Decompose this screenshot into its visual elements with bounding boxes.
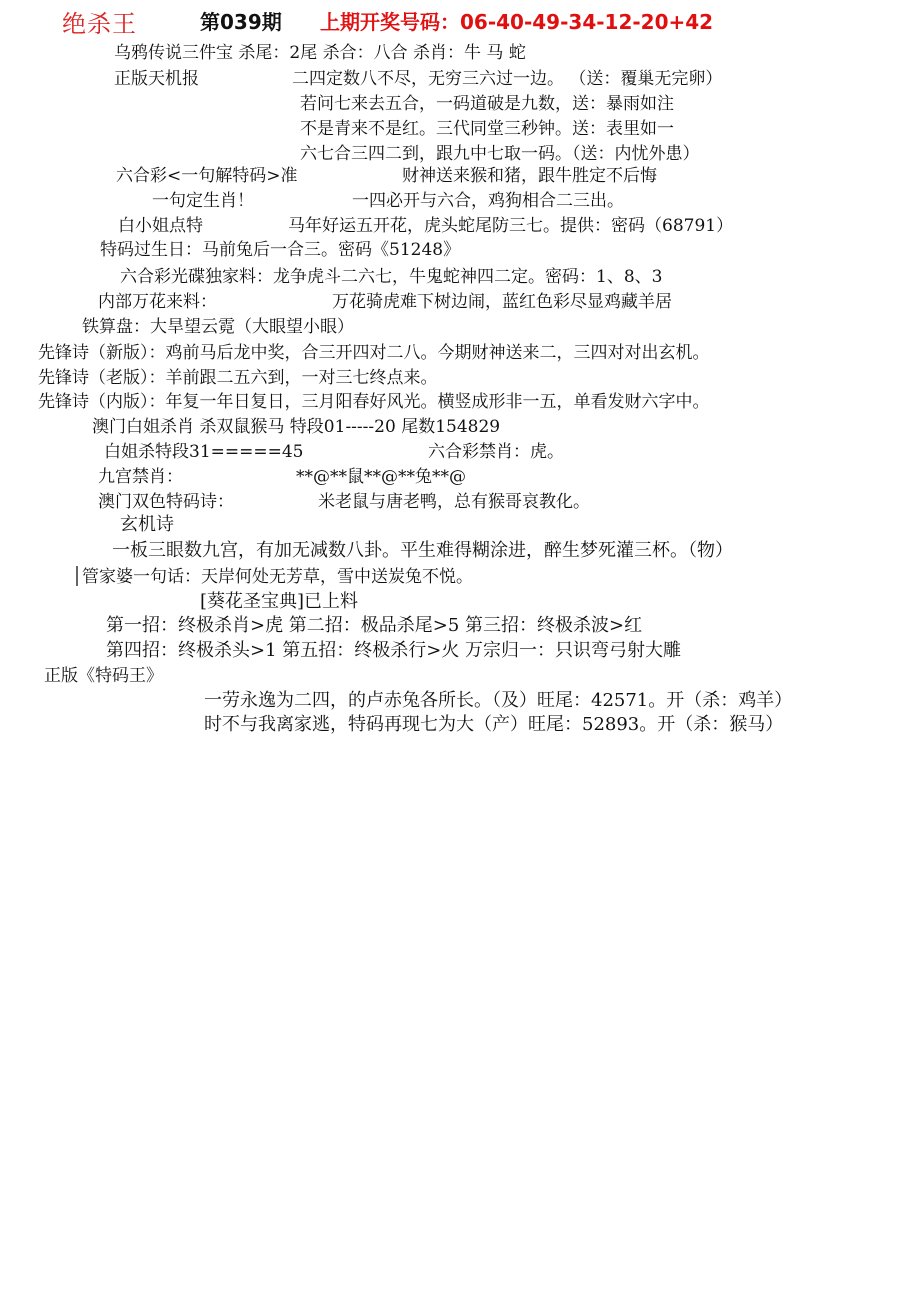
tip-line-disc: 六合彩光碟独家料：龙争虎斗二六七，牛鬼蛇神四二定。密码：1、8、3 <box>120 267 663 287</box>
tip-text-jiugong: **@**鼠**@**兔**@ <box>296 467 466 487</box>
poem-inner-version: 先锋诗（内版）：年复一年日复日，三月阳春好风光。横竖成形非一五，单看发财六字中。 <box>38 392 710 412</box>
tip-label-special-range: 白姐杀特段31=====45 <box>104 442 304 462</box>
tip-text-baixiaojie: 马年好运五开花，虎头蛇尾防三七。提供：密码（68791） <box>288 216 734 236</box>
tip-line-temawang-2: 时不与我离家逃，特码再现七为大（产）旺尾：52893。开（杀：猴马） <box>204 714 784 735</box>
section-heading-temawang: 正版《特码王》 <box>44 666 163 686</box>
page-title: 绝杀王 <box>62 10 137 38</box>
tip-line-housekeeper: 管家婆一句话：天岸何处无芳草，雪中送炭兔不悦。 <box>82 567 473 587</box>
tip-line-birthday: 特码过生日：马前兔后一合三。密码《51248》 <box>100 240 461 260</box>
tip-line-crow: 乌鸦传说三件宝 杀尾：2尾 杀合：八合 杀肖：牛 马 蛇 <box>114 43 526 63</box>
tip-line-moves-1: 第一招：终极杀肖>虎 第二招：极品杀尾>5 第三招：终极杀波>红 <box>106 615 643 636</box>
tip-line-moves-2: 第四招：终极杀头>1 第五招：终极杀行>火 万宗归一：只识弯弓射大雕 <box>106 640 682 661</box>
tip-text-wanhua: 万花骑虎难下树边闹，蓝红色彩尽显鸡藏羊居 <box>332 292 672 312</box>
section-heading-xuanji: 玄机诗 <box>120 514 174 535</box>
tip-label-baixiaojie: 白小姐点特 <box>118 216 203 236</box>
tip-text-macau-poem: 米老鼠与唐老鸭，总有猴哥哀教化。 <box>318 492 590 512</box>
tip-line-abacus: 铁算盘：大旱望云霓（大眼望小眼） <box>82 317 354 337</box>
poem-old-version: 先锋诗（老版）：羊前跟二五六到，一对三七终点来。 <box>38 368 438 388</box>
tip-label-one-sentence: 六合彩<一句解特码>准 <box>116 166 298 186</box>
poem-xuanji: 一板三眼数九宫，有加无减数八卦。平生难得糊涂进，醉生梦死灌三杯。（物） <box>112 540 733 561</box>
tip-label-tianjibao: 正版天机报 <box>114 69 199 89</box>
issue-number: 第039期 <box>200 10 282 34</box>
tip-label-zodiac: 一句定生肖！ <box>152 191 254 211</box>
tip-label-jiugong: 九宫禁肖： <box>98 467 183 487</box>
margin-mark <box>76 566 78 586</box>
last-draw-result: 上期开奖号码：06-40-49-34-12-20+42 <box>320 10 714 34</box>
tip-line-macau-baijie: 澳门白姐杀肖 杀双鼠猴马 特段01-----20 尾数154829 <box>92 417 501 437</box>
tip-text-tianjibao-3: 不是青来不是红。三代同堂三秒钟。送：表里如一 <box>300 119 674 139</box>
tip-text-tianjibao: 二四定数八不尽，无穷三六过一边。 （送：覆巢无完卵） <box>292 69 723 89</box>
tip-text-tianjibao-2: 若问七来去五合，一码道破是九数，送：暴雨如注 <box>300 94 674 114</box>
tip-label-macau-poem: 澳门双色特码诗： <box>98 492 234 512</box>
section-heading-kuihua: [葵花圣宝典]已上料 <box>200 591 359 612</box>
tip-text-tianjibao-4: 六七合三四二到，跟九中七取一码。（送：内忧外患） <box>300 144 700 164</box>
tip-text-one-sentence: 财神送来猴和猪，跟牛胜定不后悔 <box>402 166 657 186</box>
tip-label-wanhua: 内部万花来料： <box>98 292 217 312</box>
tip-line-temawang-1: 一劳永逸为二四，的卢赤兔各所长。（及）旺尾：42571。开（杀：鸡羊） <box>204 690 793 711</box>
tip-text-zodiac: 一四必开与六合，鸡狗相合二三出。 <box>352 191 624 211</box>
poem-new-version: 先锋诗（新版）：鸡前马后龙中奖，合三开四对二八。今期财神送来二，三四对对出玄机。 <box>38 343 710 363</box>
tip-text-banned-zodiac: 六合彩禁肖：虎。 <box>428 442 564 462</box>
